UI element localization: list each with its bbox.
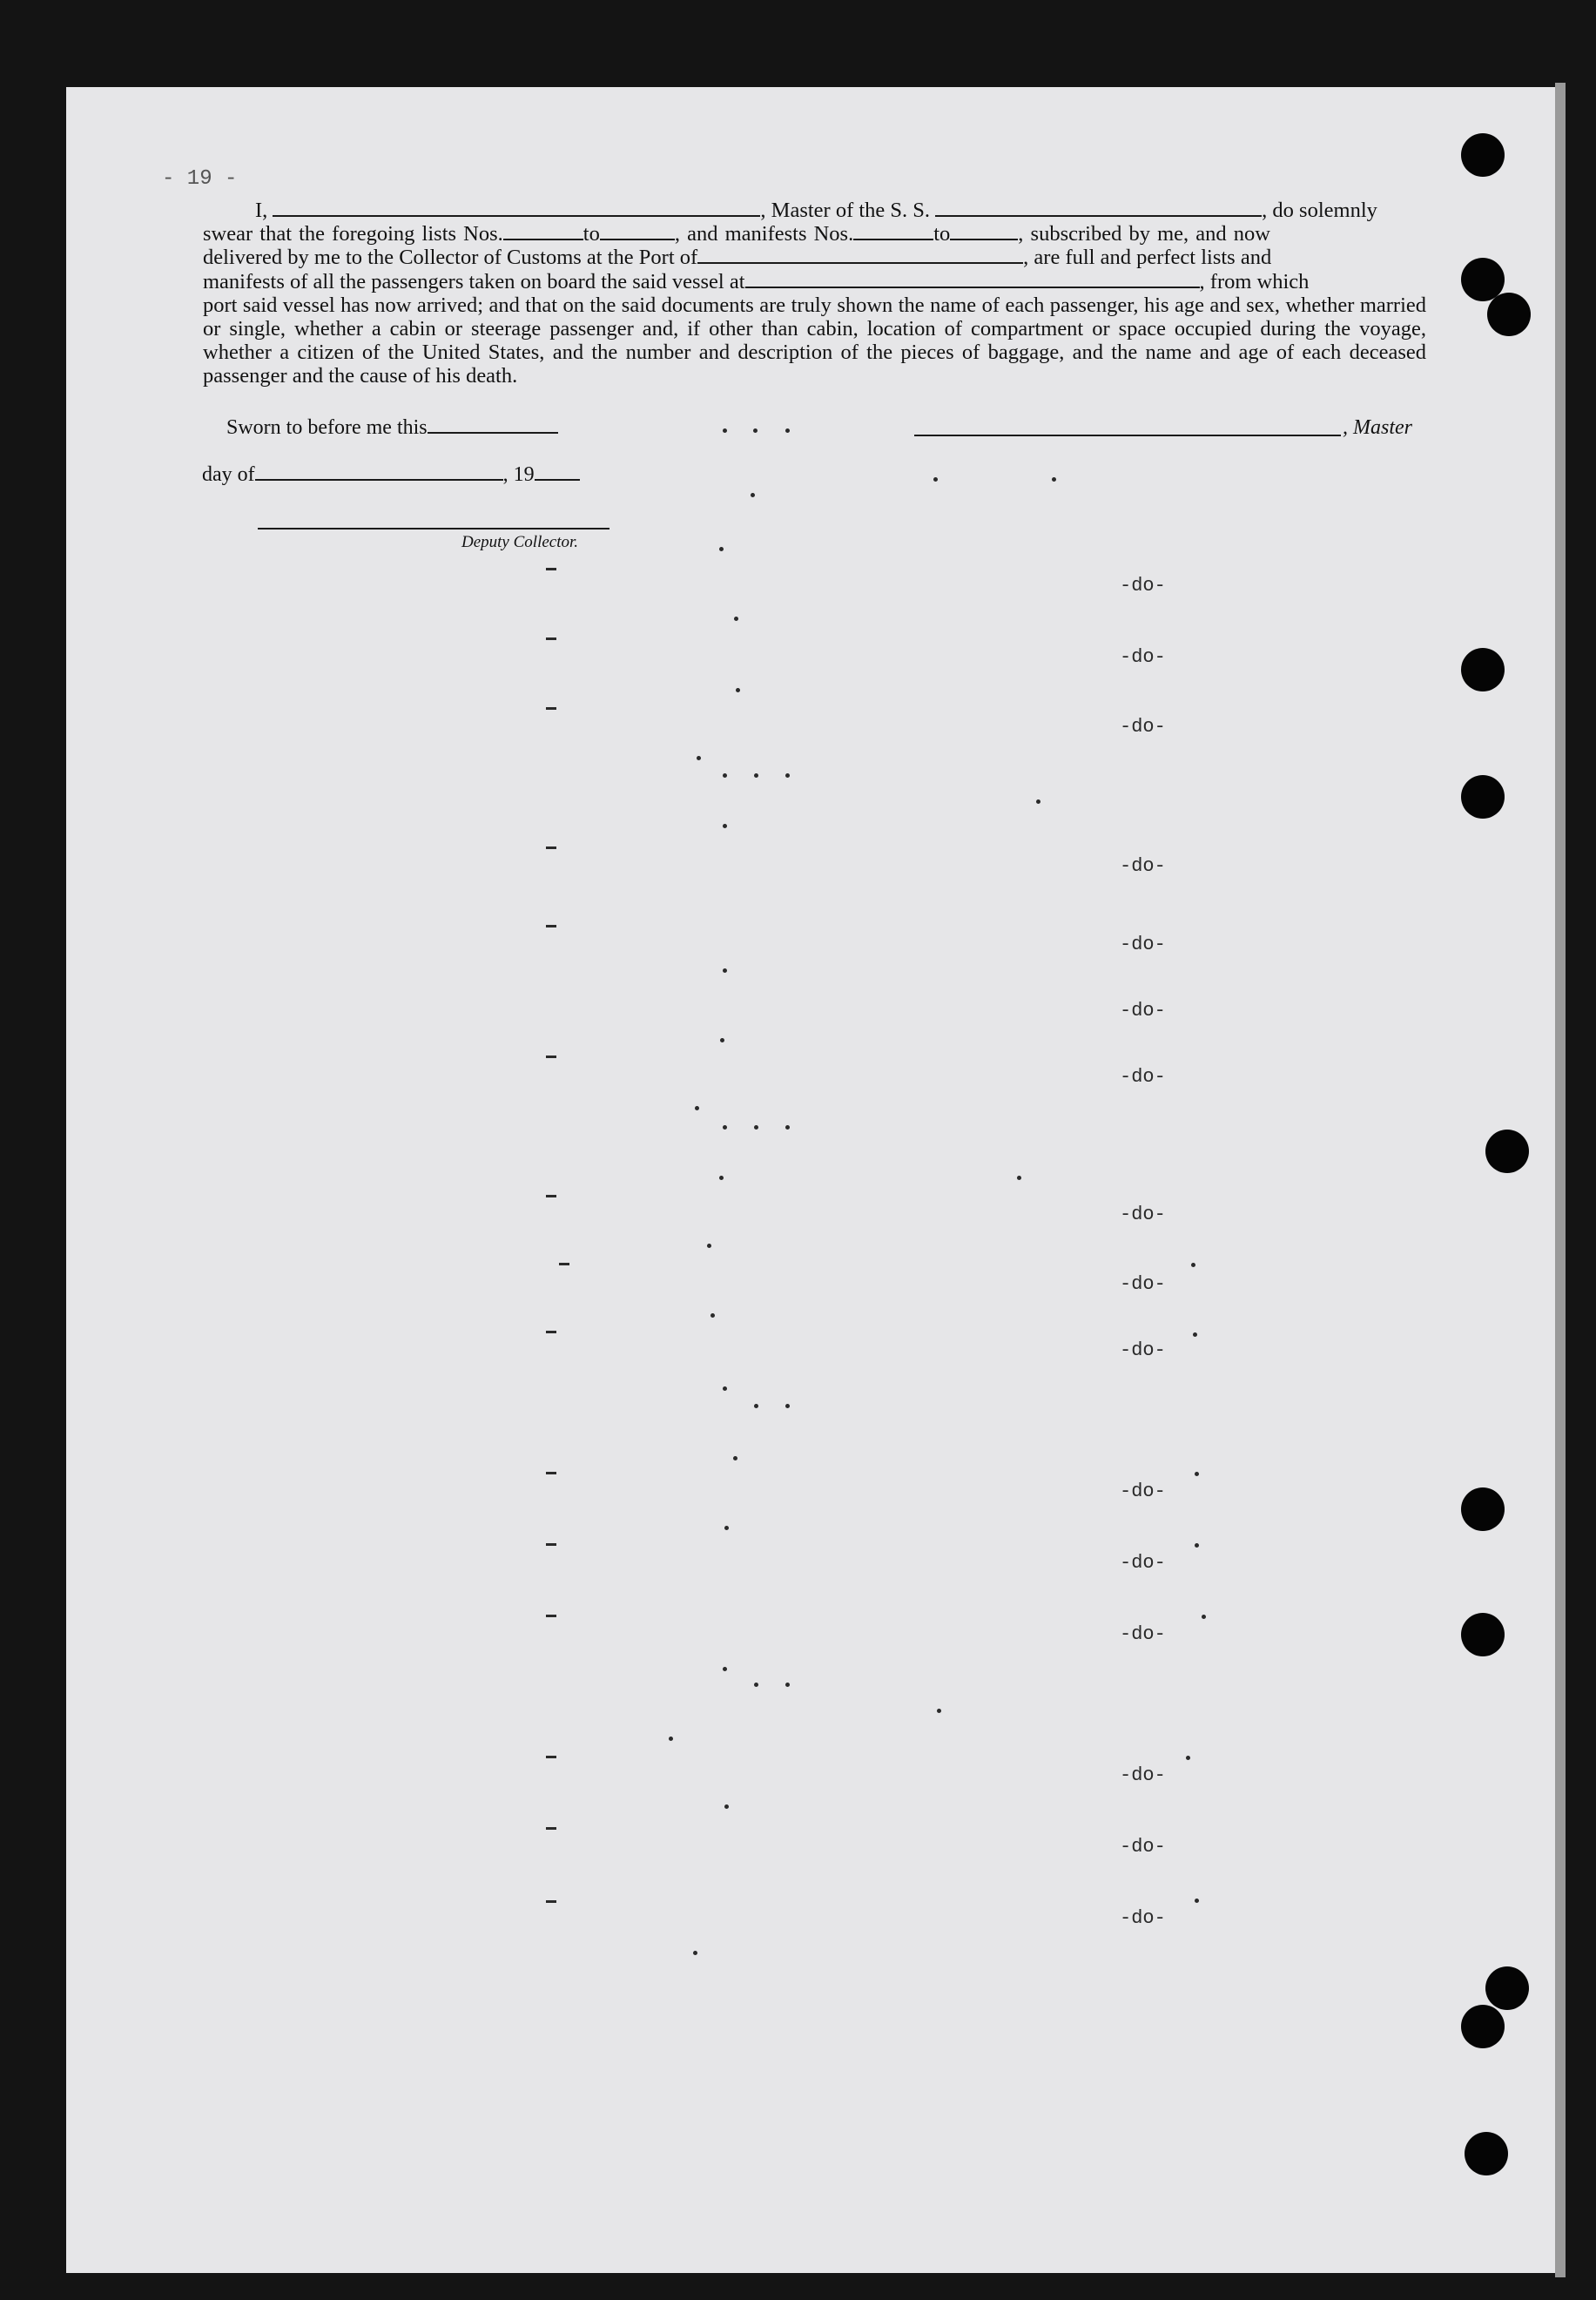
dash-mark <box>546 846 556 849</box>
ship-name-blank <box>935 199 1262 217</box>
ditto-mark: -do- <box>1120 716 1166 738</box>
deputy-signature-line <box>258 528 609 529</box>
binder-hole <box>1461 1613 1505 1656</box>
dot-mark <box>1195 1472 1199 1476</box>
oath-line-1 <box>203 199 1426 222</box>
master-name-blank <box>273 199 760 217</box>
ditto-mark: -do- <box>1120 1480 1166 1502</box>
dot-mark <box>785 428 790 433</box>
oath-text: to <box>933 222 951 246</box>
page-marker: - 19 - <box>162 167 238 191</box>
dot-mark <box>734 617 738 621</box>
ditto-mark: -do- <box>1120 1000 1166 1022</box>
document-page <box>66 87 1557 2273</box>
dash-mark <box>546 1472 556 1474</box>
dot-mark <box>695 1106 699 1110</box>
dot-mark <box>723 1125 727 1130</box>
binder-hole <box>1487 293 1531 336</box>
dot-mark <box>669 1737 673 1741</box>
dash-mark <box>546 925 556 927</box>
dot-mark <box>733 1456 737 1460</box>
do-solemnly-label: , do solemnly <box>1262 199 1377 222</box>
dot-mark <box>753 428 758 433</box>
dash-mark <box>546 568 556 570</box>
dot-mark <box>1186 1756 1190 1760</box>
dot-mark <box>724 1804 729 1809</box>
ditto-mark: -do- <box>1120 1339 1166 1361</box>
oath-text: manifests of all the passengers taken on board the said vessel at <box>203 269 745 293</box>
day-of-blank <box>255 463 503 481</box>
binder-hole <box>1461 648 1505 691</box>
dot-mark <box>1195 1543 1199 1548</box>
dot-mark <box>1017 1176 1021 1180</box>
dot-mark <box>785 1404 790 1408</box>
oath-text: , and manifests Nos. <box>674 222 854 246</box>
master-label: , Master <box>1343 416 1412 439</box>
dash-mark <box>546 1331 556 1333</box>
oath-text: , are full and perfect lists and <box>1023 246 1272 270</box>
oath-line-4 <box>203 270 1426 293</box>
dot-mark <box>785 1125 790 1130</box>
oath-text: swear that the foregoing lists Nos. <box>203 222 503 246</box>
dot-mark <box>723 824 727 828</box>
dot-mark <box>1036 799 1040 804</box>
manifests-to-blank <box>950 223 1018 240</box>
dot-mark <box>723 773 727 778</box>
dot-mark <box>723 1667 727 1671</box>
dot-mark <box>719 547 724 551</box>
dot-mark <box>754 773 758 778</box>
ditto-mark: -do- <box>1120 1907 1166 1929</box>
oath-text: , subscribed by me, and now <box>1018 222 1270 246</box>
year-label: , 19 <box>502 463 535 486</box>
dot-mark <box>707 1244 711 1248</box>
dot-mark <box>1191 1263 1195 1267</box>
binder-hole <box>1461 1487 1505 1531</box>
bleed-through <box>871 167 1278 193</box>
dash-mark <box>546 1056 556 1058</box>
sworn-date-blank <box>428 416 558 434</box>
ditto-mark: -do- <box>1120 934 1166 955</box>
ditto-mark: -do- <box>1120 1273 1166 1295</box>
oath-line-3 <box>203 246 1426 269</box>
dash-mark <box>546 1195 556 1197</box>
dash-mark <box>546 1543 556 1546</box>
master-signature-line <box>914 435 1341 436</box>
oath-line-2 <box>203 222 1426 246</box>
binder-hole <box>1465 2132 1508 2175</box>
dot-mark <box>1195 1899 1199 1903</box>
manifests-from-blank <box>853 223 933 240</box>
ditto-mark: -do- <box>1120 855 1166 877</box>
lists-to-blank <box>600 223 675 240</box>
binder-hole <box>1485 1966 1529 2010</box>
dash-mark <box>546 1615 556 1617</box>
day-of-label: day of <box>202 463 255 486</box>
port-blank <box>697 246 1023 264</box>
deputy-collector-label: Deputy Collector. <box>461 533 579 551</box>
dot-mark <box>937 1709 941 1713</box>
oath-paragraph <box>203 199 1426 388</box>
oath-body: port said vessel has now arrived; and that on the said documents are truly shown the name of each passenger, his age and sex, whether married or single, whether a cabin or steerage passenger and, if other than cabin, location of compartment or space occupied during the voyage, whether a citizen of the United States, and the number and description of the pieces of baggage, and the name and age of each deceased passenger and the cause of his death. <box>203 293 1426 388</box>
oath-text: delivered by me to the Collector of Customs at the Port of <box>203 246 698 270</box>
dash-mark <box>559 1263 569 1265</box>
dot-mark <box>693 1951 697 1955</box>
binder-hole <box>1461 133 1505 177</box>
ditto-mark: -do- <box>1120 1552 1166 1574</box>
dot-mark <box>754 1125 758 1130</box>
ditto-mark: -do- <box>1120 1836 1166 1858</box>
lists-from-blank <box>503 223 583 240</box>
dash-mark <box>546 1827 556 1830</box>
departure-port-blank <box>745 271 1200 288</box>
dot-mark <box>1193 1332 1197 1337</box>
dot-mark <box>723 968 727 973</box>
oath-text: , from which <box>1199 269 1310 293</box>
ditto-mark: -do- <box>1120 1204 1166 1225</box>
year-blank <box>535 463 580 481</box>
binder-hole <box>1485 1130 1529 1173</box>
dot-mark <box>751 493 755 497</box>
ditto-mark: -do- <box>1120 575 1166 597</box>
dash-mark <box>546 1756 556 1758</box>
dot-mark <box>785 773 790 778</box>
sworn-line <box>226 416 558 440</box>
ditto-mark: -do- <box>1120 1764 1166 1786</box>
binder-hole <box>1461 775 1505 819</box>
ditto-mark: -do- <box>1120 1623 1166 1645</box>
page-edge <box>1555 83 1566 2277</box>
dot-mark <box>1052 477 1056 482</box>
sworn-label: Sworn to before me this <box>226 416 428 439</box>
dash-mark <box>546 1900 556 1903</box>
dot-mark <box>719 1176 724 1180</box>
dot-mark <box>933 477 938 482</box>
ditto-mark: -do- <box>1120 646 1166 668</box>
dot-mark <box>754 1404 758 1408</box>
dot-mark <box>724 1526 729 1530</box>
dash-mark <box>546 707 556 710</box>
dot-mark <box>785 1683 790 1687</box>
ditto-mark: -do- <box>1120 1066 1166 1088</box>
dot-mark <box>723 1386 727 1391</box>
dot-mark <box>710 1313 715 1318</box>
dot-mark <box>1202 1615 1206 1619</box>
dot-mark <box>754 1683 758 1687</box>
dot-mark <box>736 688 740 692</box>
dash-mark <box>546 637 556 640</box>
dot-mark <box>697 756 701 760</box>
binder-hole <box>1461 2005 1505 2048</box>
oath-text: to <box>583 222 600 246</box>
oath-i: I, <box>255 199 268 222</box>
day-of-line <box>202 463 580 487</box>
master-of-label: , Master of the S. S. <box>760 199 931 222</box>
dot-mark <box>720 1038 724 1042</box>
dot-mark <box>723 428 727 433</box>
